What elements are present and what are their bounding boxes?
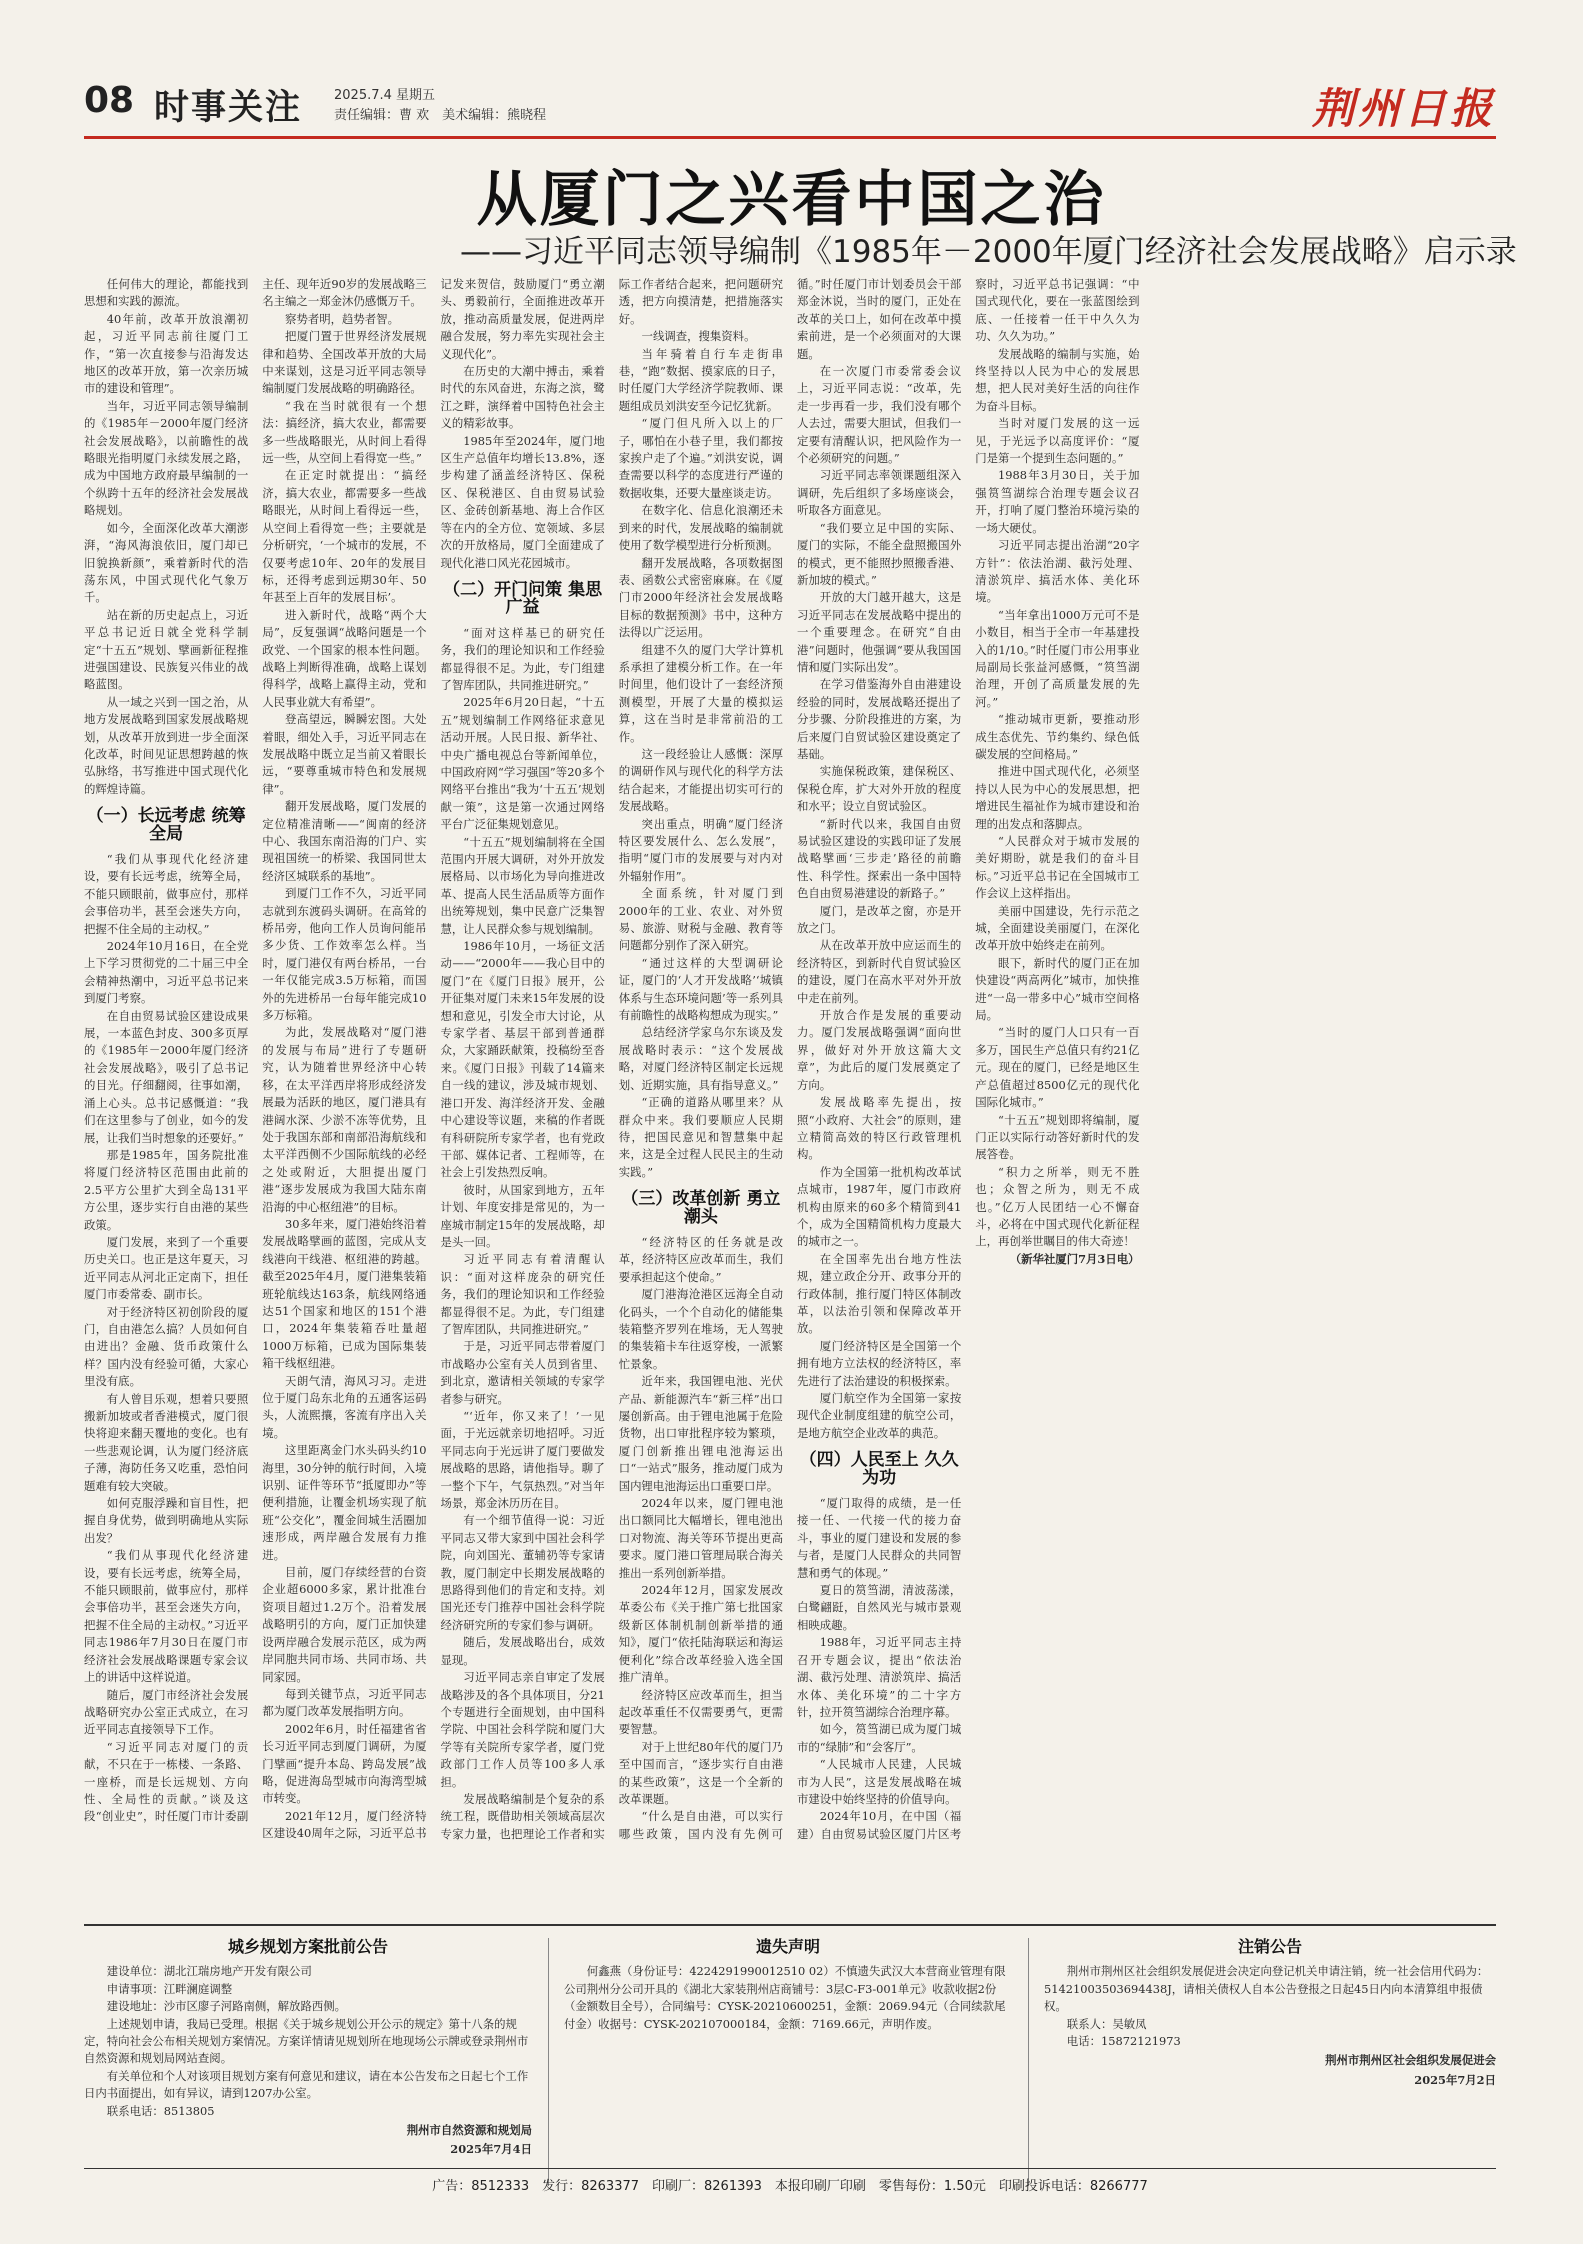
body-paragraph: 总结经济学家乌尔东谈及发展战略时表示：“这个发展战略，对厦门经济特区制定长远规划、近期实施，具有指导意义。” xyxy=(618,1025,783,1092)
notice-text: 联系人：吴敏凤 xyxy=(1066,2016,1147,2031)
notice-signature: 荆州市荆州区社会组织发展促进会 xyxy=(1325,2053,1496,2068)
body-paragraph: 一线调查，搜集资料。 xyxy=(641,329,756,344)
body-paragraph: “通过这样的大型调研论证，厦门的‘人才开发战略’‘城镇体系与生态环境问题’等一系列具有前瞻性的战略构想成为现实。” xyxy=(618,955,783,1023)
body-paragraph: “十五五”规划即将编制，厦门正以实际行动答好新时代的发展答卷。 xyxy=(975,1112,1140,1162)
notice-text: 联系电话：8513805 xyxy=(106,2103,215,2118)
body-paragraph: 厦门，是改革之窗，亦是开放之门。 xyxy=(797,903,962,936)
notice-title: 遗失声明 xyxy=(755,1938,820,1956)
body-paragraph: 如何克服浮躁和盲目性，把握自身优势，做到明确地从实际出发？ xyxy=(84,1496,249,1545)
intro-paragraph: 站在新的历史起点上，习近平总书记近日就全党科学制定“十五五”规划、擘画新征程推进强国建设、民族复兴伟业的战略蓝图。 xyxy=(84,607,249,692)
body-paragraph: 翻开发展战略，各项数据图表、函数公式密密麻麻。在《厦门市2000年经济社会发展战略目标的数据预测》书中，这种方法得以广泛运用。 xyxy=(618,555,783,640)
body-paragraph: “我在当时就很有一个想法：搞经济，搞大农业，都需要多一些战略眼光，从时间上看得远一些，从空间上看得宽一些。” xyxy=(262,398,427,466)
notice-text: 上述规划申请，我局已受理。根据《关于城乡规划公开公示的规定》第十八条的规定，特向社会公布相关规划方案情况。方案详情请见规划所在地现场公示牌或登录荆州市自然资源和规划局网站查阅。 xyxy=(84,2016,529,2066)
body-paragraph: “习近平同志对厦门的贡献，不只在于一栋楼、一条路、一座桥，而是长远规划、方向性、全局性的贡献。”谈及这段“创业史”，时任厦门市计委副主任、现年近90岁的发展战略三名主编之一郑金沐仍感慨万千。 xyxy=(84,277,427,1824)
body-paragraph: 1986年10月，一场征文活动——“2000年——我心目中的厦门”在《厦门日报》展开，公开征集对厦门未来15年发展的设想和意见，引发全市大讨论，从专家学者、基层干部到普通群众，大家踊跃献策，投稿纷至沓来。《厦门日报》刊载了14篇来自一线的建议，涉及城市规划、港口开发、海洋经济开发、金融中心建设等议题，来稿的作者既有科研院所专家学者，也有党政干部、媒体记者、工程师等，在社会上引发热烈反响。 xyxy=(440,939,605,1180)
body-paragraph: 登高望远，瞬瞬宏图。大处着眼，细处入手，习近平同志在发展战略中既立足当前又着眼长远，“要尊重城市特色和发展规律”。 xyxy=(262,712,427,796)
section-heading: （一）长远考虑 统筹全局 xyxy=(86,806,246,844)
body-paragraph: “我们从事现代化经济建设，要有长远考虑，统筹全局，不能只顾眼前，做事应付，那样会事倍功半，甚至会迷失方向，把握不住全局的主动权。”习近平同志1986年7月30日在厦门市经济社会发展战略课题专家会议上的讲话中这样说道。 xyxy=(84,1548,249,1685)
body-paragraph: 2002年6月，时任福建省省长习近平同志到厦门调研，为厦门擘画“提升本岛、跨岛发展”战略，促进海岛型城市向海湾型城市转变。 xyxy=(262,1721,427,1806)
body-paragraph: “正确的道路从哪里来？从群众中来。我们要顺应人民期待，把国民意见和智慧集中起来，这是全过程人民民主的生动实践。” xyxy=(618,1095,783,1179)
notice-deregistration xyxy=(1044,1938,1496,2186)
body-paragraph: 厦门港海沧港区远海全自动化码头，一个个自动化的储能集装箱整齐罗列在堆场，无人驾驶的集装箱卡车往返穿梭，一派繁忙景象。 xyxy=(618,1287,783,1371)
body-paragraph: 2024年10月，在中国（福建）自由贸易试验区厦门片区考察时，习近平总书记强调：“中国式现代化，要在一张蓝图绘到底、一任接着一任干中久久为功、久久为功。” xyxy=(797,277,1140,1841)
body-paragraph: 厦门发展，来到了一个重要历史关口。也正是这年夏天，习近平同志从河北正定南下，担任厦门市委常委、副市长。 xyxy=(84,1234,249,1302)
body-paragraph: 1988年3月30日，关于加强筼筜湖综合治理专题会议召开，打响了厦门整治环境污染的一场大硬仗。 xyxy=(975,468,1140,535)
body-paragraph: 2024年以来，厦门锂电池出口额同比大幅增长，锂电池出口对物流、海关等环节提出更高要求。厦门港口管理局联合海关推出一系列创新举措。 xyxy=(618,1496,783,1580)
body-paragraph: 2021年12月，厦门经济特区建设40周年之际，习近平总书记发来贺信，鼓励厦门“勇立潮头、勇毅前行，全面推进改革开放，推动高质量发展，促进两岸融合发展，努力率先实现社会主义现代化”。 xyxy=(262,277,605,1841)
notices-area xyxy=(84,1924,1496,2244)
body-paragraph: 有人曾目乐观，想着只要照搬新加坡或者香港模式，厦门很快将迎来翻天覆地的变化。也有一些悲观论调，认为厦门经济底子薄，海防任务又吃重，恐怕问题难有较大突破。 xyxy=(84,1391,249,1493)
body-paragraph: 习近平同志有着清醒认识：“面对这样庞杂的研究任务，我们的理论知识和工作经验都显得很不足。为此，专门组建了智库团队，共同推进研究。” xyxy=(440,1252,605,1336)
intro-paragraph: 当年，习近平同志领导编制的《1985年－2000年厦门经济社会发展战略》，以前瞻性的战略眼光指明厦门永续发展之路，成为中国地方政府最早编制的一个纵跨十五年的经济社会发展战略规划。 xyxy=(84,398,249,518)
body-paragraph: 美丽中国建设，先行示范之城，全面建设美丽厦门，在深化改革开放中始终走在前列。 xyxy=(975,903,1140,953)
section-title: 时事关注 xyxy=(154,88,303,128)
body-paragraph: 在自由贸易试验区建设成果展，一本蓝色封皮、300多页厚的《1985年－2000年厦门经济社会发展战略》，吸引了总书记的目光。仔细翻阅，往事如潮，涌上心头。总书记感慨道：“我们在这里参与了创业，如今的发展，让我们当时想象的还要好。” xyxy=(84,1008,249,1145)
section-heading: （四）人民至上 久久为功 xyxy=(799,1450,959,1488)
body-paragraph: 在学习借鉴海外自由港建设经验的同时，发展战略还提出了分步骤、分阶段推进的方案，为后来厦门自贸试验区建设奠定了基础。 xyxy=(797,677,962,761)
notice-text: 建设地址：沙市区廖子河路南侧，解放路西侧。 xyxy=(106,1999,347,2014)
issue-date: 2025.7.4 星期五 xyxy=(334,88,436,103)
body-paragraph: 当年骑着自行车走街串巷，“跑”数据、摸家底的日子，时任厦门大学经济学院教师、课题组成员刘洪安至今记忆犹新。 xyxy=(618,346,783,413)
body-paragraph: 全面系统，针对厦门到2000年的工业、农业、对外贸易、旅游、财税与金融、教育等问题都分别作了深入研究。 xyxy=(618,886,783,953)
body-paragraph: “十五五”规划编制将在全国范围内开展大调研，对外开放发展格局、以市场化为导向推进改革、提高人民生活品质等方面作出统筹规划，集中民意广泛集智慧，让人民群众参与规划编制。 xyxy=(440,834,605,936)
notice-date: 2025年7月4日 xyxy=(450,2142,532,2157)
body-paragraph: 发展战略的编制与实施，始终坚持以人民为中心的发展思想，把人民对美好生活的向往作为奋斗目标。 xyxy=(975,346,1140,413)
body-paragraph: 实施保税政策，建保税区、保税仓库，扩大对外开放的程度和水平；设立自贸试验区。 xyxy=(797,764,962,814)
body-paragraph: “推动城市更新，要推动形成生态优先、节约集约、绿色低碳发展的空间格局。” xyxy=(975,712,1140,761)
body-paragraph: 2024年12月，国家发展改革委公布《关于推广第七批国家级新区体制机制创新举措的通知》，厦门“依托陆海联运和海运便利化”综合改革经验入选全国推广清单。 xyxy=(618,1583,783,1685)
body-paragraph: 开放合作是发展的重要动力。厦门发展战略强调“面向世界，做好对外开放这篇大文章”，为此后的厦门发展奠定了方向。 xyxy=(797,1008,962,1092)
notice-text: 申请事项：江畔澜庭调整 xyxy=(106,1981,233,1996)
body-paragraph: 这一段经验让人感慨：深厚的调研作风与现代化的科学方法结合起来，才能提出切实可行的发展战略。 xyxy=(618,746,783,814)
body-paragraph: “当年拿出1000万元可不是小数目，相当于全市一年基建投入的1/10。”时任厦门市公用事业局副局长张益河感慨，“筼筜湖治理，开创了高质量发展的先河。” xyxy=(975,607,1140,709)
section-heading: （二）开门问策 集思广益 xyxy=(443,579,603,618)
article-subtitle: ——习近平同志领导编制《1985年－2000年厦门经济社会发展战略》启示录 xyxy=(460,234,1517,270)
body-paragraph: 进入新时代，战略“两个大局”，反复强调“战略问题是一个政党、一个国家的根本性问题。战略上判断得准确，战略上谋划得科学，战略上赢得主动，党和人民事业就大有希望”。 xyxy=(262,607,427,709)
body-paragraph: “新时代以来，我国自由贸易试验区建设的实践印证了发展战略擘画‘三步走’路径的前瞻性、科学性。探索出一条中国特色自由贸易港建设的新路子。” xyxy=(797,816,962,901)
body-paragraph: 推进中国式现代化，必须坚持以人民为中心的发展思想，把增进民生福祉作为城市建设和治理的出发点和落脚点。 xyxy=(975,764,1140,831)
body-paragraph: “厦门取得的成绩，是一任接一任、一代接一代的接力奋斗，事业的厦门建设和发展的参与者，是厦门人民群众的共同智慧和勇气的体现。” xyxy=(797,1496,962,1580)
body-paragraph: 2025年6月20日起，“十五五”规划编制工作网络征求意见活动开展。人民日报、新华社、中央广播电视总台等新闻单位，中国政府网“学习强国”等20多个网络平台推出“我为‘十五五’规划献一策”，这是第一次通过网络平台广泛征集规划意见。 xyxy=(440,695,605,832)
body-paragraph: “人民群众对于城市发展的美好期盼，就是我们的奋斗目标。”习近平总书记在全国城市工作会议上这样指出。 xyxy=(975,834,1140,901)
body-paragraph: 1985年至2024年，厦门地区生产总值年均增长13.8%，逐步构建了涵盖经济特区、保税区、保税港区、自由贸易试验区、金砖创新基地、海上合作区等在内的全方位、宽领域、多层次的开放格局，厦门全面建成了现代化港口风光花园城市。 xyxy=(440,433,605,570)
body-paragraph: “我们要立足中国的实际、厦门的实际，不能全盘照搬国外的模式，更不能照抄照搬香港、新加坡的模式。” xyxy=(797,520,962,587)
intro-paragraph: 从一域之兴到一国之治，从地方发展战略到国家发展战略规划，从改革开放到进一步全面深化改革，时间见证思想跨越的恢弘脉络，书写推进中国式现代化的辉煌诗篇。 xyxy=(84,694,249,796)
body-paragraph: 厦门经济特区是全国第一个拥有地方立法权的经济特区，率先进行了法治建设的积极探索。 xyxy=(797,1338,962,1388)
notice-title: 注销公告 xyxy=(1237,1938,1302,1956)
body-paragraph: “当时的厦门人口只有一百多万，国民生产总值只有约21亿元。现在的厦门，已经是地区生产总值超过8500亿元的现代化国际化城市。” xyxy=(975,1025,1140,1110)
body-paragraph: 这里距离金门水头码头约10海里，30分钟的航行时间，入境识别、证件等环节“抵厦即办”等便利措施，让覆金机场实现了航班“公交化”，覆金间城生活圈加速形成，两岸融合发展有力推进。 xyxy=(262,1443,427,1562)
body-paragraph: “我们从事现代化经济建设，要有长远考虑，统筹全局，不能只顾眼前，做事应付，那样会事倍功半，甚至会迷失方向，把握不住全局的主动权。” xyxy=(84,852,249,936)
notice-text: 何鑫燕（身份证号：4224291990012510 02）不慎遗失武汉大本营商业管理有限公司荆州分公司开具的《湖北大家装荆州店商铺号：3层C-F3-001单元》收款收据2份（金额数目全号），合同编号：CYSK-20210600251，金额：2069.94元（合同续款尾付金）收据号：CYSK-202107000184，金额：7169.66元，声明作废。 xyxy=(564,1964,1006,2031)
body-paragraph: “积力之所举，则无不胜也；众智之所为，则无不成也。”亿万人民团结一心不懈奋斗，必将在中国式现代化新征程上，再创举世瞩目的伟大奇迹！ xyxy=(975,1164,1140,1249)
notice-text: 荆州市荆州区社会组织发展促进会决定向登记机关申请注销，统一社会信用代码为：51421003503694438J，请相关债权人自本公告登报之日起45日内向本清算组申报债权。 xyxy=(1044,1964,1489,2014)
body-paragraph: 天朗气清，海风习习。走进位于厦门岛东北角的五通客运码头，人流熙攘，客流有序出入关境。 xyxy=(262,1373,427,1440)
body-paragraph: 对于经济特区初创阶段的厦门，自由港怎么搞？人员如何自由进出？金融、货币政策什么样？国内没有经验可循，大家心里没有底。 xyxy=(84,1304,249,1389)
intro-paragraph: 如今，全面深化改革大潮澎湃，“海风海浪依旧，厦门却已旧貌换新颜”，乘着新时代的浩荡东风，中国式现代化气象万千。 xyxy=(84,520,249,605)
notice-loss-statement xyxy=(564,1938,1012,2186)
body-paragraph: 到厦门工作不久，习近平同志就到东渡码头调研。在高耸的桥吊旁，他向工作人员询问能吊多少货、工作效率怎么样。当时，厦门港仅有两台桥吊，一台一年仅能完成3.5万标箱，而国外的先进桥吊一台每年能完成10多万标箱。 xyxy=(262,886,427,1023)
intro-paragraph: 40年前，改革开放浪潮初起，习近平同志前往厦门工作，“第一次直接参与沿海发达地区的改革开放，第一次亲历城市的建设和管理”。 xyxy=(84,311,249,396)
body-paragraph: 目前，厦门存续经营的台资企业超6000多家，累计批准台资项目超过1.2万个。沿着发展战略明引的方向，厦门正加快建设两岸融合发展示范区，成为两岸同胞共同市场、共同市场、共同家园。 xyxy=(262,1565,427,1684)
notice-text: 电话：15872121973 xyxy=(1066,2034,1181,2049)
body-paragraph: 为此，发展战略对“厦门港的发展与布局”进行了专题研究，认为随着世界经济中心转移，在太平洋西岸将形成经济发展最为活跃的地区，厦门港具有港阔水深、少淤不冻等优势，且处于我国东部和南部沿海航线和太平洋西侧不少国际航线的必经之处或附近，大胆提出厦门港“逐步发展成为我国大陆东南沿海的中心枢纽港”的目标。 xyxy=(262,1025,427,1214)
body-paragraph: “面对这样基已的研究任务，我们的理论知识和工作经验都显得很不足。为此，专门组建了智库团队，共同推进研究。” xyxy=(440,625,605,692)
body-paragraph: 彼时，从国家到地方，五年计划、年度安排是常见的，为一座城市制定15年的发展战略，却是头一回。 xyxy=(440,1182,605,1249)
editors-line: 责任编辑：曹 欢 美术编辑：熊晓程 xyxy=(334,108,547,123)
body-paragraph: 有一个细节值得一说：习近平同志又带大家到中国社会科学院，向刘国光、董辅礽等专家请教，厦门制定中长期发展战略的思路得到他们的肯定和支持。刘国光还专门推荐中国社会科学院经济研究所的专家们参与调研。 xyxy=(440,1513,605,1632)
body-paragraph: 那是1985年，国务院批准将厦门经济特区范围由此前的2.5平方公里扩大到全岛131平方公里，逐步实行自由港的某些政策。 xyxy=(84,1147,249,1232)
body-paragraph: 从在改革开放中应运而生的经济特区，到新时代自贸试验区的建设，厦门在高水平对外开放中走在前列。 xyxy=(797,938,962,1005)
body-paragraph: 如今，筼筜湖已成为厦门城市的“绿肺”和“会客厅”。 xyxy=(797,1722,962,1754)
body-paragraph: 习近平同志提出治湖“20字方针”：依法治湖、截污处理、清淤筑岸、搞活水体、美化环境。 xyxy=(975,538,1140,605)
notice-signature: 荆州市自然资源和规划局 xyxy=(406,2123,532,2138)
notice-title: 城乡规划方案批前公告 xyxy=(227,1938,388,1956)
notice-date: 2025年7月2日 xyxy=(1414,2072,1496,2087)
notice-text: 有关单位和个人对该项目规划方案有何意见和建议，请在本公告发布之日起七个工作日内书面提出，如有异议，请到1207办公室。 xyxy=(84,2068,529,2101)
body-paragraph: 于是，习近平同志带着厦门市战略办公室有关人员到省里、到北京，邀请相关领域的专家学者参与研究。 xyxy=(440,1339,605,1406)
body-paragraph: 发展战略率先提出，按照“小政府、大社会”的原则，建立精简高效的特区行政管理机构。 xyxy=(797,1095,962,1162)
body-paragraph: 在数字化、信息化浪潮还未到来的时代，发展战略的编制就使用了数学模型进行分析预测。 xyxy=(618,503,783,553)
body-paragraph: 习近平同志率领课题组深入调研，先后组织了多场座谈会，听取各方面意见。 xyxy=(797,468,962,518)
notice-planning xyxy=(84,1938,532,2186)
body-paragraph: 在一次厦门市委常委会议上，习近平同志说：“改革，先走一步再看一步，我们没有哪个人去过，需要大胆试，但我们一定要有清醒认识，把风险作为一个必须研究的问题。” xyxy=(797,364,962,466)
article-signoff: （新华社厦门7月3日电） xyxy=(1009,1251,1140,1266)
page-header xyxy=(84,76,1496,139)
body-paragraph: 翻开发展战略，厦门发展的定位精准清晰——“闽南的经济中心、我国东南沿海的门户、实现祖国统一的桥梁、我国同世太经济区城联系的基地”。 xyxy=(262,799,427,883)
body-paragraph: 察势者明，趋势者智。 xyxy=(285,311,399,326)
body-paragraph: 每到关键节点，习近平同志都为厦门改革发展指明方向。 xyxy=(262,1686,427,1719)
body-paragraph: 把厦门置于世界经济发展规律和趋势、全国改革开放的大局中来谋划，这是习近平同志领导编制厦门发展战略的明确路径。 xyxy=(262,329,427,396)
body-paragraph: 随后，发展战略出台，成效显现。 xyxy=(440,1635,605,1667)
body-paragraph: “经济特区的任务就是改革，经济特区应改革而生，我们要承担起这个使命。” xyxy=(618,1234,783,1284)
body-paragraph: 在正定时就提出：“搞经济，搞大农业，都需要多一些战略眼光，从时间上看得远一些，从空间上看得宽一些；主要就是分析研究，‘一个城市的发展，不仅要考虑10年、20年的发展目标，还得考虑到远期30年、50年甚至上百年的发展目标’。 xyxy=(262,468,427,605)
body-paragraph: 厦门航空作为全国第一家按现代企业制度组建的航空公司，是地方航空企业改革的典范。 xyxy=(797,1391,962,1440)
body-paragraph: 习近平同志亲自审定了发展战略涉及的各个具体项目，分21个专题进行全面规划，由中国科学院、中国社会科学院和厦门大学等有关院所专家学者，厦门党政部门工作人员等100多人承担。 xyxy=(440,1670,605,1789)
body-paragraph: 当时对厦门发展的这一远见，于光远予以高度评价：“厦门是第一个提到生态问题的。” xyxy=(975,416,1140,466)
body-paragraph: 在全国率先出台地方性法规，建立政企分开、政事分开的行政体制，推行厦门特区体制改革，以法治引领和保障改革开放。 xyxy=(797,1251,962,1336)
body-paragraph: 对于上世纪80年代的厦门乃至中国而言，“逐步实行自由港的某些政策”，这是一个全新的改革课题。 xyxy=(618,1739,783,1806)
body-paragraph: 近年来，我国锂电池、光伏产品、新能源汽车“新三样”出口屡创新高。由于锂电池属于危险货物，出口审批程序较为繁琐，厦门创新推出锂电池海运出口“一站式”服务，推动厦门成为国内锂电池海运出口重要口岸。 xyxy=(618,1374,783,1493)
body-paragraph: 30多年来，厦门港始终沿着发展战略擘画的蓝图，完成从支线港向干线港、枢纽港的跨越。截至2025年4月，厦门港集装箱班轮航线达163条，航线网络通达51个国家和地区的151个港口，2024年集装箱吞吐量超1000万标箱，已成为国际集装箱干线枢纽港。 xyxy=(262,1216,427,1371)
body-paragraph: “人民城市人民建，人民城市为人民”，这是发展战略在城市建设中始终坚持的价值导向。 xyxy=(797,1757,962,1806)
section-heading: （三）改革创新 勇立潮头 xyxy=(621,1189,781,1227)
body-paragraph: 作为全国第一批机构改革试点城市，1987年，厦门市政府机构由原来的60多个精简到41个，成为全国精简机构力度最大的城市之一。 xyxy=(797,1164,962,1249)
body-paragraph: 经济特区应改革而生，担当起改革重任不仅需要勇气，更需要智慧。 xyxy=(618,1687,783,1737)
body-paragraph: 夏日的筼筜湖，清波荡漾，白鹭翩跹，自然风光与城市景观相映成趣。 xyxy=(797,1583,962,1632)
body-paragraph: “什么是自由港，可以实行哪些政策，国内没有先例可循。”时任厦门市计划委员会干部郑金沐说，当时的厦门，正处在改革的关口上，如何在改革中摸索前进，是一个必须面对的大课题。 xyxy=(618,277,962,1841)
newspaper-logo: 荆州日报 xyxy=(1311,84,1496,133)
page-number: 08 xyxy=(84,80,135,121)
body-paragraph: 发展战略编制是个复杂的系统工程，既借助相关领域高层次专家力量，也把理论工作者和实际工作者结合起来，把问题研究透，把方向摸清楚，把措施落实好。 xyxy=(440,277,783,1841)
article-body xyxy=(84,276,1496,1856)
body-paragraph: 1988年，习近平同志主持召开专题会议，提出“依法治湖、截污处理、清淤筑岸、搞活水体、美化环境”的二十字方针，拉开筼筜湖综合治理序幕。 xyxy=(797,1635,962,1719)
body-paragraph: 眼下，新时代的厦门正在加快建设“两高两化”城市，加快推进“一岛一带多中心”城市空间格局。 xyxy=(975,955,1140,1023)
body-paragraph: 突出重点，明确“厦门经济特区要发展什么、怎么发展”，指明“厦门市的发展要与对内对外辐射作用”。 xyxy=(618,816,783,883)
body-paragraph: 组建不久的厦门大学计算机系承担了建模分析工作。在一年时间里，他们设计了一套经济预测模型，开展了大量的模拟运算，这在当时是非常前沿的工作。 xyxy=(618,642,783,744)
notice-text: 建设单位：湖北江瑞房地产开发有限公司 xyxy=(106,1964,312,1979)
body-paragraph: 随后，厦门市经济社会发展战略研究办公室正式成立，在习近平同志直接领导下工作。 xyxy=(84,1687,249,1737)
body-paragraph: 在历史的大潮中搏击，乘着时代的东风奋进，东海之滨，鹭江之畔，演绎着中国特色社会主义的精彩故事。 xyxy=(440,364,605,431)
page-footer: 广告：8512333 发行：8263377 印刷厂：8261393 本报印刷厂印刷 零售每份：1.50元 印刷投诉电话：8266777 xyxy=(84,2168,1496,2194)
body-paragraph: “厦门但凡所入以上的厂子，哪怕在小巷子里，我们都按家挨户走了个遍。”刘洪安说，调查需要以科学的态度进行严谨的数据收集，还要大量座谈走访。 xyxy=(618,416,783,500)
intro-paragraph: 任何伟大的理论，都能找到思想和实践的源流。 xyxy=(84,277,249,309)
article-title: 从厦门之兴看中国之治 xyxy=(476,165,1107,235)
body-paragraph: “‘近年，你又来了！’一见面，于光远就亲切地招呼。习近平同志向于光远讲了厦门要做发展战略的思路，请他指导。聊了一整个下午，气氛热烈。”对当年场景，郑金沐历历在目。 xyxy=(440,1409,605,1511)
body-paragraph: 开放的大门越开越大，这是习近平同志在发展战略中提出的一个重要理念。在研究“自由港”问题时，他强调“要从我国国情和厦门实际出发”。 xyxy=(797,590,962,674)
body-paragraph: 2024年10月16日，在全党上下学习贯彻党的二十届三中全会精神热潮中，习近平总书记来到厦门考察。 xyxy=(84,939,249,1006)
